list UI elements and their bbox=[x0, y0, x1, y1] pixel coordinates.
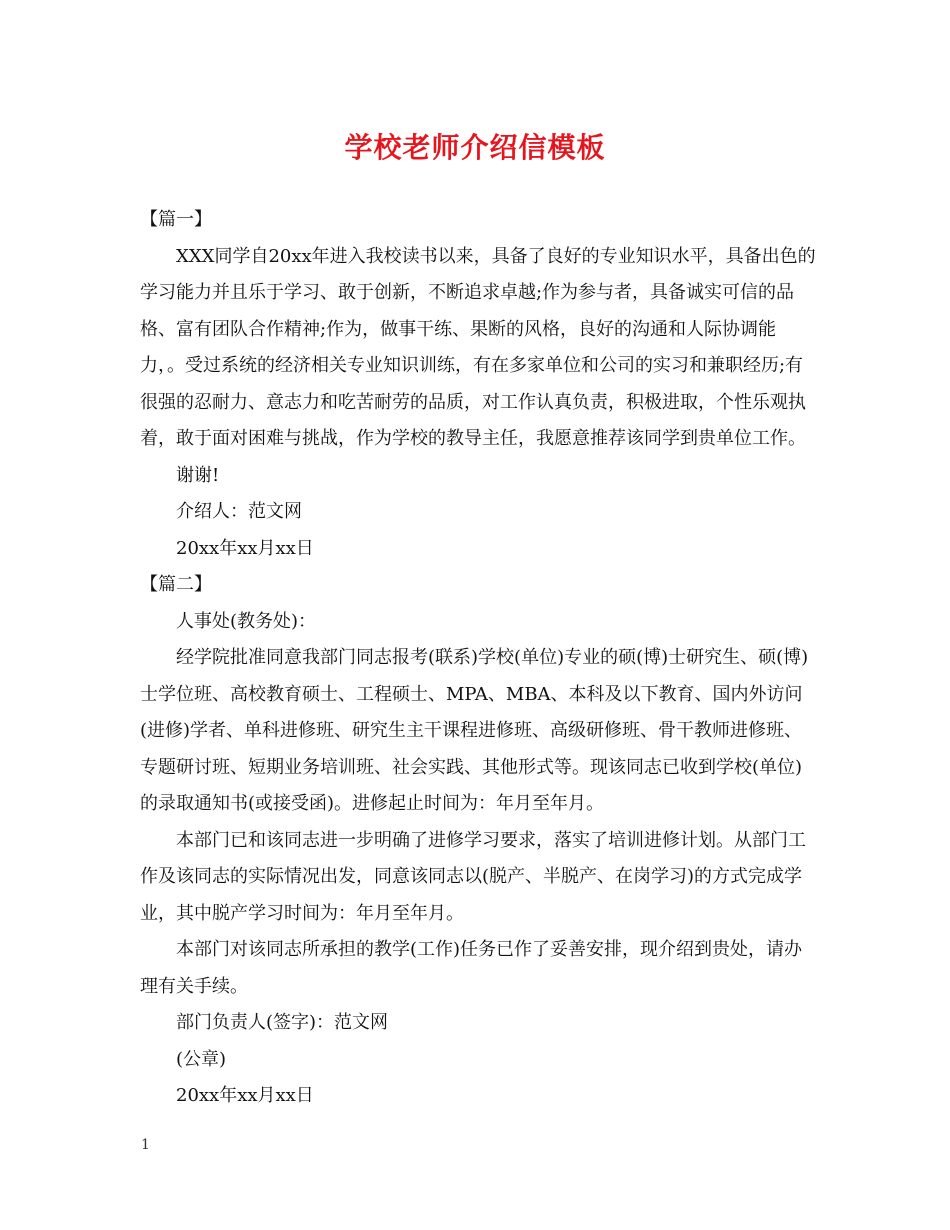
section2-salutation: 人事处(教务处)： bbox=[176, 610, 317, 632]
section2-heading: 【篇二】 bbox=[140, 574, 212, 595]
section2-signature: 部门负责人(签字)：范文网 bbox=[176, 1012, 389, 1033]
section2-paragraph-2: 本部门已和该同志进一步明确了进修学习要求，落实了培训进修计划。从部门工作及该同志的实际情况出发，同意该同志以(脱产、半脱产、在岗学习)的方式完成学业，其中脱产学习时间为：年月至年月。 bbox=[140, 829, 806, 924]
section2-seal: (公章) bbox=[176, 1048, 227, 1070]
section1-heading: 【篇一】 bbox=[140, 209, 212, 230]
section2-paragraph-1: 经学院批准同意我部门同志报考(联系)学校(单位)专业的硕(博)士研究生、硕(博)士学位班、高校教育硕士、工程硕士、MPA、MBA、本科及以下教育、国内外访问(进修)学者、单科进修班、研究生主干课程进修班、高级研修班、骨干教师进修班、专题研讨班、短期业务培训班、社会实践、其他形式等。现该同志已收到学校(单位)的录取通知书(或接受函)。进修起止时间为：年月至年月。 bbox=[140, 647, 809, 814]
section1-thanks: 谢谢! bbox=[176, 464, 220, 486]
document-title: 学校老师介绍信模板 bbox=[344, 131, 606, 164]
section1-date: 20xx年xx月xx日 bbox=[176, 537, 314, 559]
page-number: 1 bbox=[141, 1137, 150, 1153]
section2-date: 20xx年xx月xx日 bbox=[176, 1085, 314, 1106]
document-body bbox=[140, 202, 820, 1115]
section2-paragraph-3: 本部门对该同志所承担的教学(工作)任务已作了妥善安排，现介绍到贵处，请办理有关手续。 bbox=[140, 939, 803, 997]
section1-introducer: 介绍人：范文网 bbox=[176, 501, 302, 522]
section1-paragraph: XXX同学自20xx年进入我校读书以来，具备了良好的专业知识水平，具备出色的学习能力并且乐于学习、敢于创新，不断追求卓越;作为参与者，具备诚实可信的品格、富有团队合作精神;作为，做事干练、果断的风格，良好的沟通和人际协调能力，。受过系统的经济相关专业知识训练，有在多家单位和公司的实习和兼职经历;有很强的忍耐力、意志力和吃苦耐劳的品质，对工作认真负责，积极进取，个性乐观执着，敢于面对困难与挑战，作为学校的教导主任，我愿意推荐该同学到贵单位工作。 bbox=[140, 245, 816, 449]
